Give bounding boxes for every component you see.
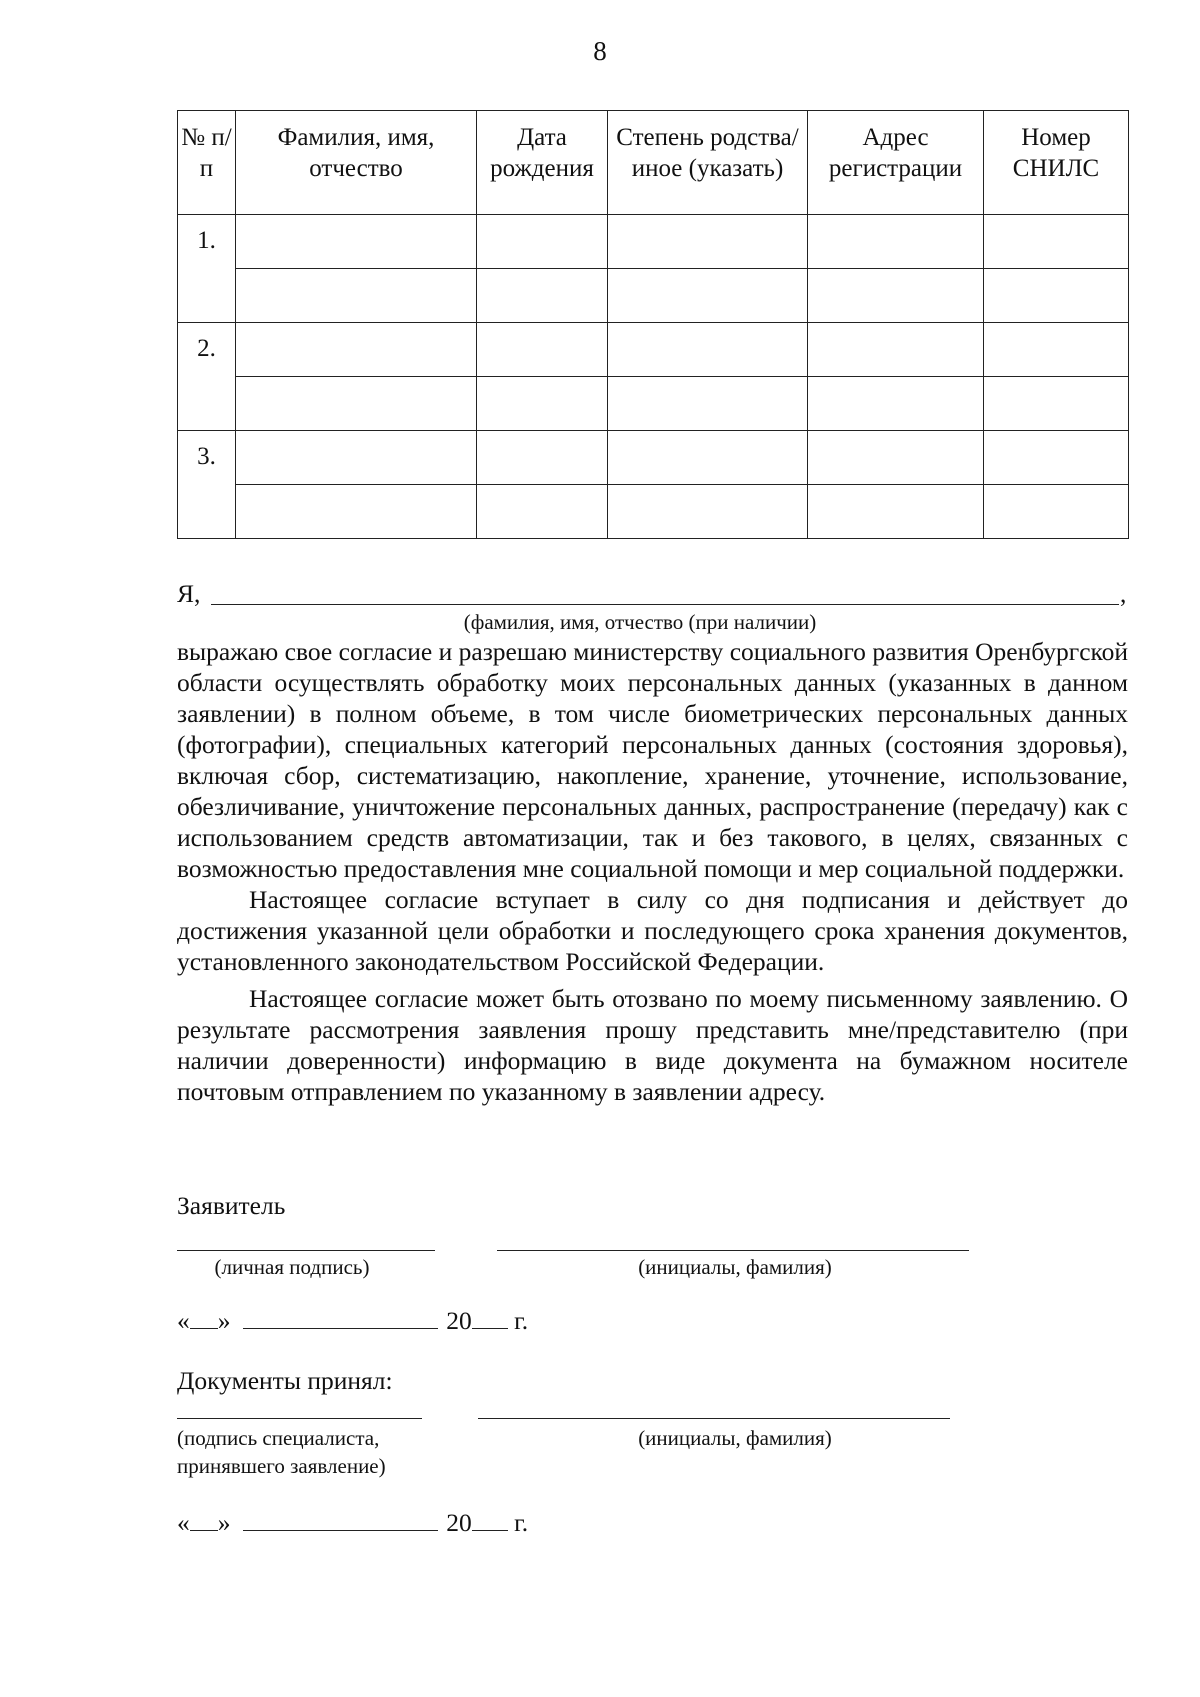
table-cell[interactable] [984, 485, 1129, 539]
table-cell[interactable] [608, 215, 808, 269]
year-blank[interactable] [472, 1306, 508, 1329]
table-cell[interactable] [236, 377, 477, 431]
applicant-initials-line[interactable] [497, 1250, 969, 1251]
table-row [178, 323, 1129, 377]
consent-paragraph-1: выражаю свое согласие и разрешаю министерству социального развития Оренбургской области осуществлять обработку моих персональных данных (указанных в данном заявлении) в полном объеме, в том числе биометрических персональных данных (фотографии), специальных категорий персональных данных (состояния здоровья), включая сбор, систематизацию, накопление, хранение, уточнение, использование, обезличивание, уничтожение персональных данных, распространение (передачу) как с использованием средств автоматизации, так и без такового, в целях, связанных с возможностью предоставления мне социальной помощи и мер социальной поддержки. [177, 637, 1128, 883]
row-number: 1. [178, 215, 236, 323]
header-birth-date: Дата рождения [477, 111, 608, 215]
consent-prefix: Я, [177, 579, 201, 608]
table-cell[interactable] [477, 485, 608, 539]
table-cell[interactable] [608, 377, 808, 431]
applicant-initials-caption: (инициалы, фамилия) [638, 1255, 832, 1279]
month-blank[interactable] [243, 1306, 438, 1329]
year-prefix: 20 [446, 1306, 472, 1335]
table-header-row [178, 111, 1129, 215]
month-blank[interactable] [243, 1508, 438, 1531]
receiver-initials-line[interactable] [478, 1418, 950, 1419]
table-row [178, 215, 1129, 269]
day-blank[interactable] [190, 1508, 218, 1531]
table-cell[interactable] [608, 323, 808, 377]
table-cell[interactable] [808, 323, 984, 377]
table-row [178, 269, 1129, 323]
table-cell[interactable] [236, 269, 477, 323]
applicant-signature-caption: (личная подпись) [214, 1255, 370, 1279]
applicant-label: Заявитель [177, 1191, 286, 1220]
table-cell[interactable] [236, 431, 477, 485]
open-quote: « [177, 1508, 190, 1537]
receiver-signature-line[interactable] [177, 1418, 422, 1419]
receiver-date [177, 1507, 528, 1538]
table-cell[interactable] [984, 377, 1129, 431]
family-members-table [177, 110, 1129, 539]
consent-paragraph-3: Настоящее согласие может быть отозвано по моему письменному заявлению. О результате рассмотрения заявления прошу представить мне/представителю (при наличии доверенности) информацию в виде документа на бумажном носителе почтовым отправлением по указанному в заявлении адресу. [177, 984, 1128, 1106]
consent-text [177, 636, 1128, 1107]
page-number: 8 [593, 36, 607, 66]
header-full-name: Фамилия, имя, отчество [236, 111, 477, 215]
close-quote: » [217, 1306, 231, 1335]
applicant-signature-line[interactable] [177, 1250, 435, 1251]
table-cell[interactable] [477, 323, 608, 377]
year-blank[interactable] [472, 1508, 508, 1531]
table-cell[interactable] [236, 215, 477, 269]
full-name-line[interactable] [211, 604, 1119, 605]
table-cell[interactable] [808, 215, 984, 269]
receiver-signature-caption-1: (подпись специалиста, [177, 1426, 380, 1450]
table-cell[interactable] [984, 269, 1129, 323]
applicant-date [177, 1305, 528, 1336]
receiver-label: Документы принял: [177, 1366, 393, 1395]
table-cell[interactable] [236, 323, 477, 377]
table-cell[interactable] [477, 431, 608, 485]
year-suffix: г. [514, 1306, 529, 1335]
table-cell[interactable] [984, 431, 1129, 485]
open-quote: « [177, 1306, 190, 1335]
table-row [178, 431, 1129, 485]
consent-suffix: , [1120, 579, 1127, 608]
header-address: Адрес регистрации [808, 111, 984, 215]
table-cell[interactable] [608, 431, 808, 485]
name-caption: (фамилия, имя, отчество (при наличии) [463, 610, 817, 634]
table-cell[interactable] [477, 269, 608, 323]
table-cell[interactable] [608, 269, 808, 323]
row-number: 3. [178, 431, 236, 539]
year-prefix: 20 [446, 1508, 472, 1537]
consent-paragraph-2: Настоящее согласие вступает в силу со дня подписания и действует до достижения указанной цели обработки и последующего срока хранения документов, установленного законодательством Российской Федерации. [177, 885, 1128, 976]
header-snils: Номер СНИЛС [984, 111, 1129, 215]
row-number: 2. [178, 323, 236, 431]
table-row [178, 485, 1129, 539]
year-suffix: г. [514, 1508, 529, 1537]
close-quote: » [217, 1508, 231, 1537]
day-blank[interactable] [190, 1306, 218, 1329]
table-cell[interactable] [984, 215, 1129, 269]
header-relationship: Степень родства/иное (указать) [608, 111, 808, 215]
table-cell[interactable] [477, 215, 608, 269]
receiver-initials-caption: (инициалы, фамилия) [638, 1426, 832, 1450]
table-cell[interactable] [236, 485, 477, 539]
table-cell[interactable] [808, 431, 984, 485]
table-cell[interactable] [808, 485, 984, 539]
table-cell[interactable] [984, 323, 1129, 377]
header-number: № п/п [178, 111, 236, 215]
receiver-signature-caption-2: принявшего заявление) [177, 1454, 386, 1478]
table-cell[interactable] [808, 269, 984, 323]
table-cell[interactable] [808, 377, 984, 431]
table-cell[interactable] [608, 485, 808, 539]
table-cell[interactable] [477, 377, 608, 431]
table-row [178, 377, 1129, 431]
